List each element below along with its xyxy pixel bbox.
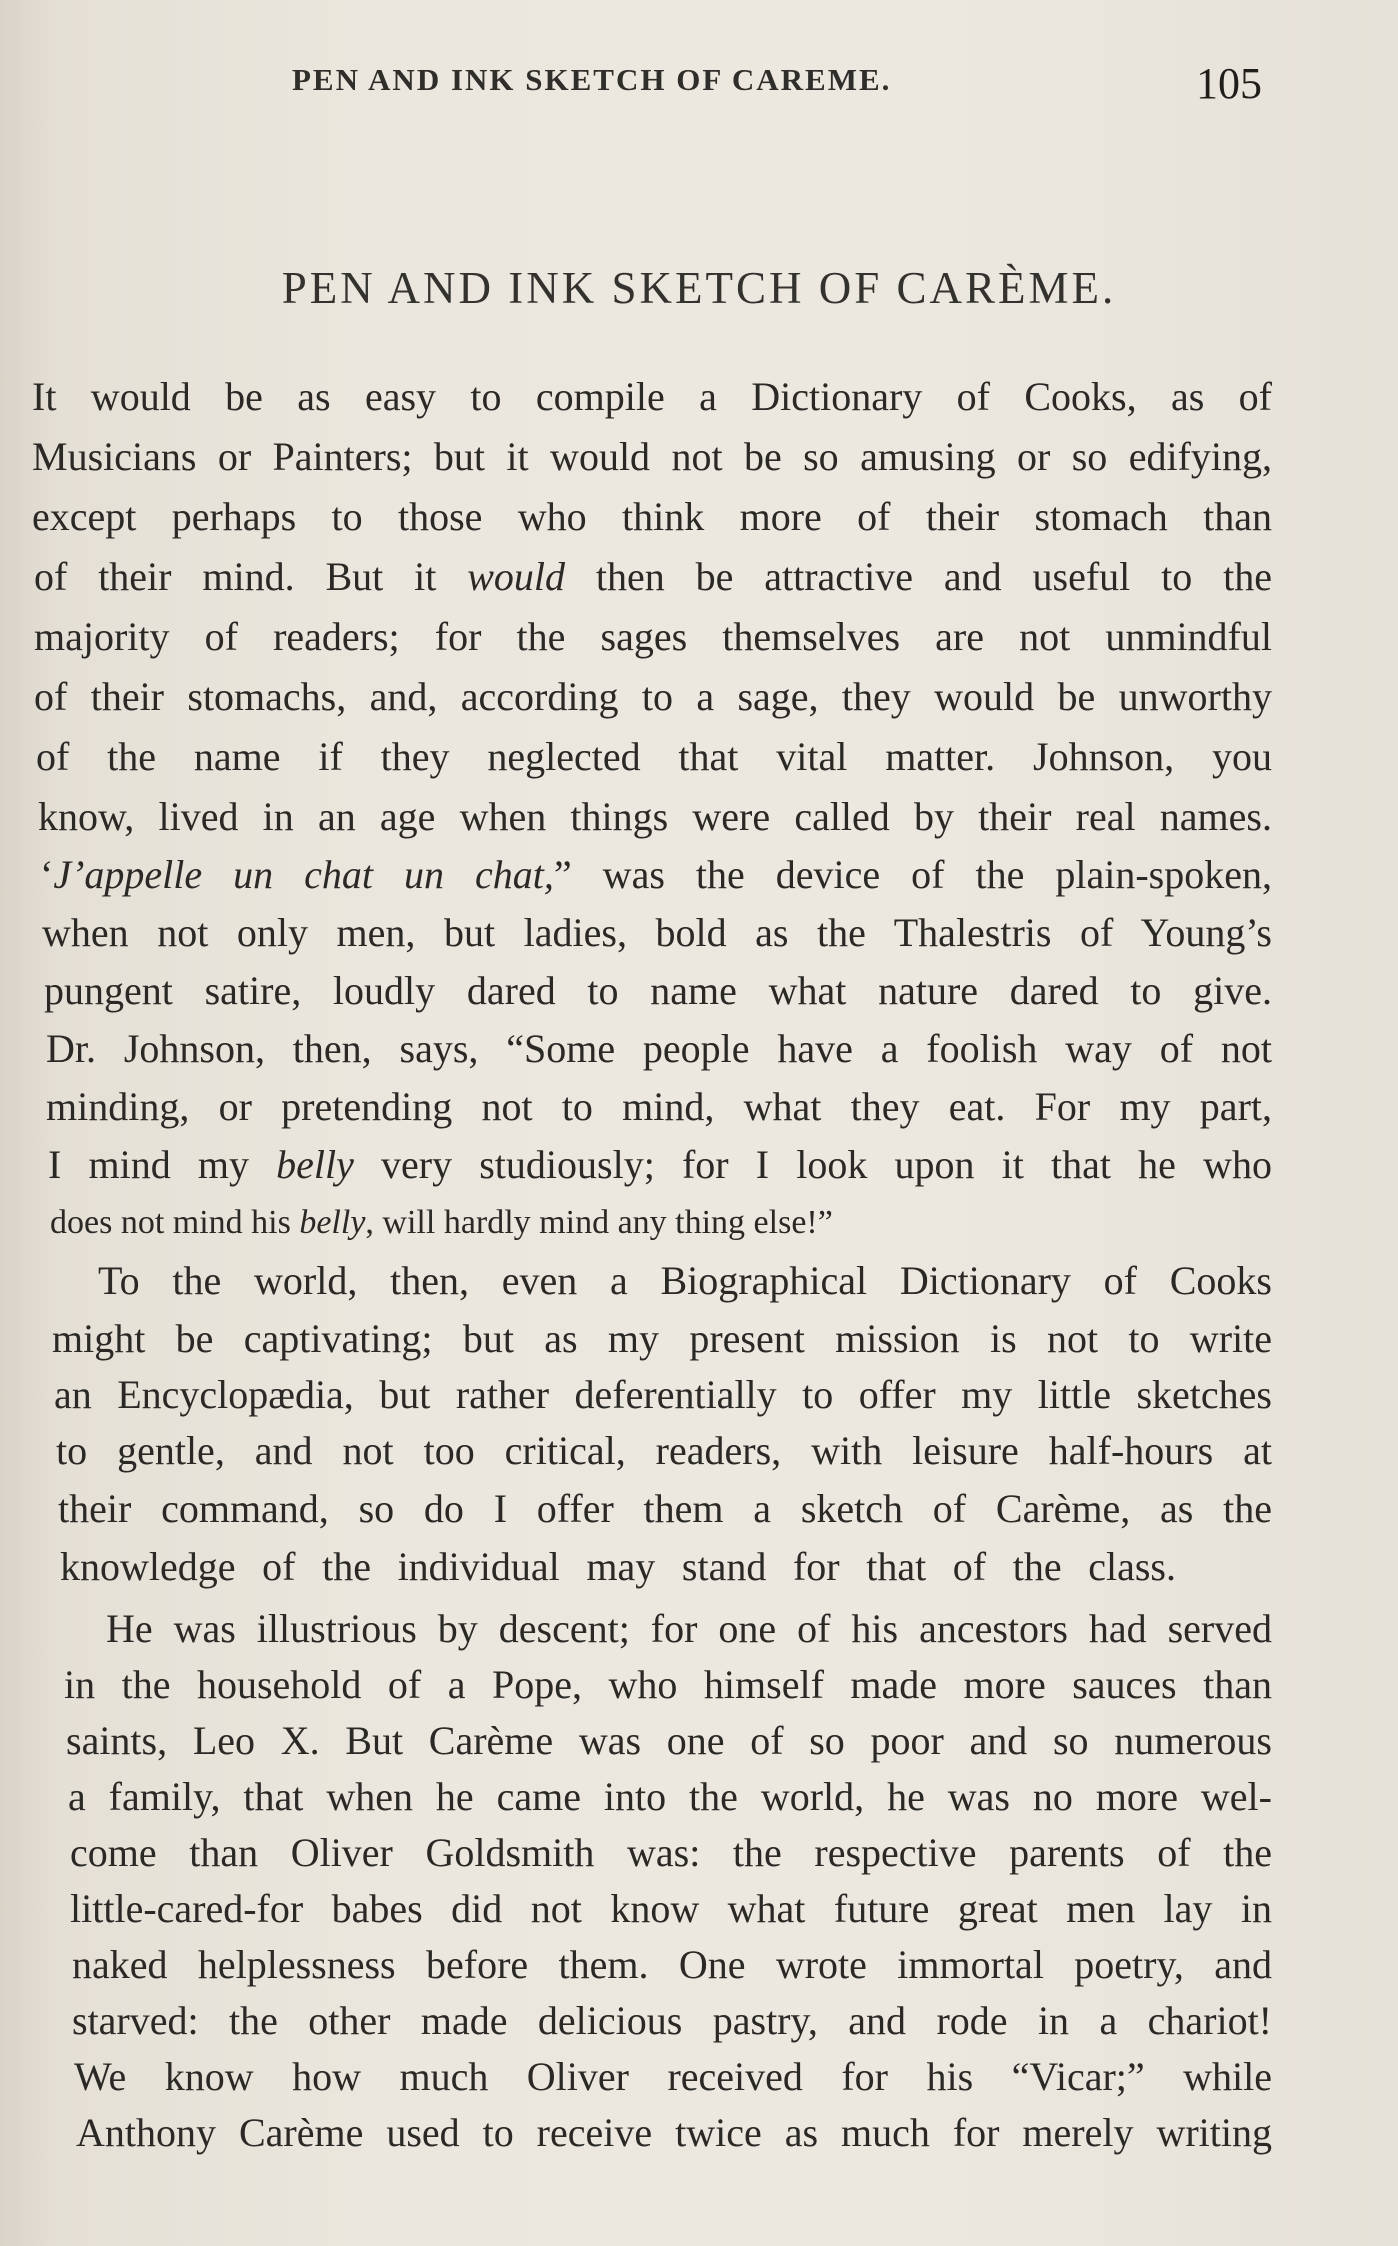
- text-line: Dr. Johnson, then, says, “Some people have a foolish way of not: [46, 1026, 1272, 1071]
- chapter-title: PEN AND INK SKETCH OF CARÈME.: [281, 263, 1117, 313]
- italic-phrase: J’appelle un chat un chat,: [53, 852, 554, 897]
- text-line: naked helplessness before them. One wrote immortal poetry, and: [72, 1942, 1272, 1987]
- text-line: [40, 850, 1272, 900]
- text-line: He was illustrious by descent; for one of his ancestors had served: [106, 1606, 1272, 1651]
- text-line: might be captivating; but as my present mission is not to write: [52, 1316, 1272, 1361]
- text-line: starved: the other made delicious pastry, and rode in a chariot!: [72, 1998, 1272, 2043]
- text-line: pungent satire, loudly dared to name what nature dared to give.: [44, 968, 1272, 1013]
- italic-word: belly: [276, 1142, 354, 1187]
- text-line: saints, Leo X. But Carème was one of so poor and so numerous: [66, 1718, 1272, 1763]
- text-line: of their stomachs, and, according to a sage, they would be unworthy: [34, 674, 1272, 719]
- text-segment: I mind my: [48, 1142, 277, 1187]
- running-title: PEN AND INK SKETCH OF CAREME.: [292, 62, 892, 97]
- text-line: little-cared-for babes did not know what future great men lay in: [70, 1886, 1272, 1931]
- text-line: to gentle, and not too critical, readers, with leisure half-hours at: [56, 1428, 1272, 1473]
- text-line: of the name if they neglected that vital matter. Johnson, you: [36, 734, 1272, 779]
- text-line: [48, 1140, 1272, 1190]
- text-line: [50, 1198, 848, 1248]
- text-line: come than Oliver Goldsmith was: the respective parents of the: [70, 1830, 1272, 1875]
- running-head: [0, 59, 1398, 112]
- text-segment: , will hardly mind any thing else!”: [365, 1204, 833, 1241]
- text-line: know, lived in an age when things were called by their real names.: [38, 794, 1272, 839]
- text-line: Anthony Carème used to receive twice as much for merely writing: [76, 2110, 1272, 2155]
- text-line: a family, that when he came into the world, he was no more wel-: [68, 1774, 1272, 1819]
- text-line: except perhaps to those who think more of their stomach than: [32, 494, 1272, 539]
- text-line: when not only men, but ladies, bold as the Thalestris of Young’s: [42, 910, 1272, 955]
- text-line: To the world, then, even a Biographical Dictionary of Cooks: [98, 1258, 1272, 1303]
- italic-word: would: [467, 554, 566, 599]
- text-line: It would be as easy to compile a Dictionary of Cooks, as of: [32, 374, 1272, 419]
- text-line: majority of readers; for the sages themselves are not unmindful: [34, 614, 1272, 659]
- text-segment: then be attractive and useful to the: [565, 554, 1272, 599]
- text-line: an Encyclopædia, but rather deferentially to offer my little sketches: [54, 1372, 1272, 1417]
- text-line: [34, 552, 1272, 602]
- text-line: knowledge of the individual may stand for that of the class.: [60, 1544, 1176, 1589]
- page-number: 105: [1196, 59, 1262, 108]
- text-line: their command, so do I offer them a sketch of Carème, as the: [58, 1486, 1272, 1531]
- text-segment: ” was the device of the plain-spoken,: [553, 852, 1272, 897]
- text-line: Musicians or Painters; but it would not be so amusing or so edifying,: [32, 434, 1272, 479]
- text-segment: of their mind. But it: [34, 554, 468, 599]
- text-segment: very studiously; for I look upon it that he who: [353, 1142, 1272, 1187]
- text-line: We know how much Oliver received for his “Vicar;” while: [74, 2054, 1272, 2099]
- text-line: in the household of a Pope, who himself made more sauces than: [64, 1662, 1272, 1707]
- text-segment: does not mind his: [50, 1204, 300, 1241]
- text-segment: ‘: [40, 852, 54, 897]
- italic-word: belly: [299, 1204, 366, 1241]
- text-line: minding, or pretending not to mind, what they eat. For my part,: [46, 1084, 1272, 1129]
